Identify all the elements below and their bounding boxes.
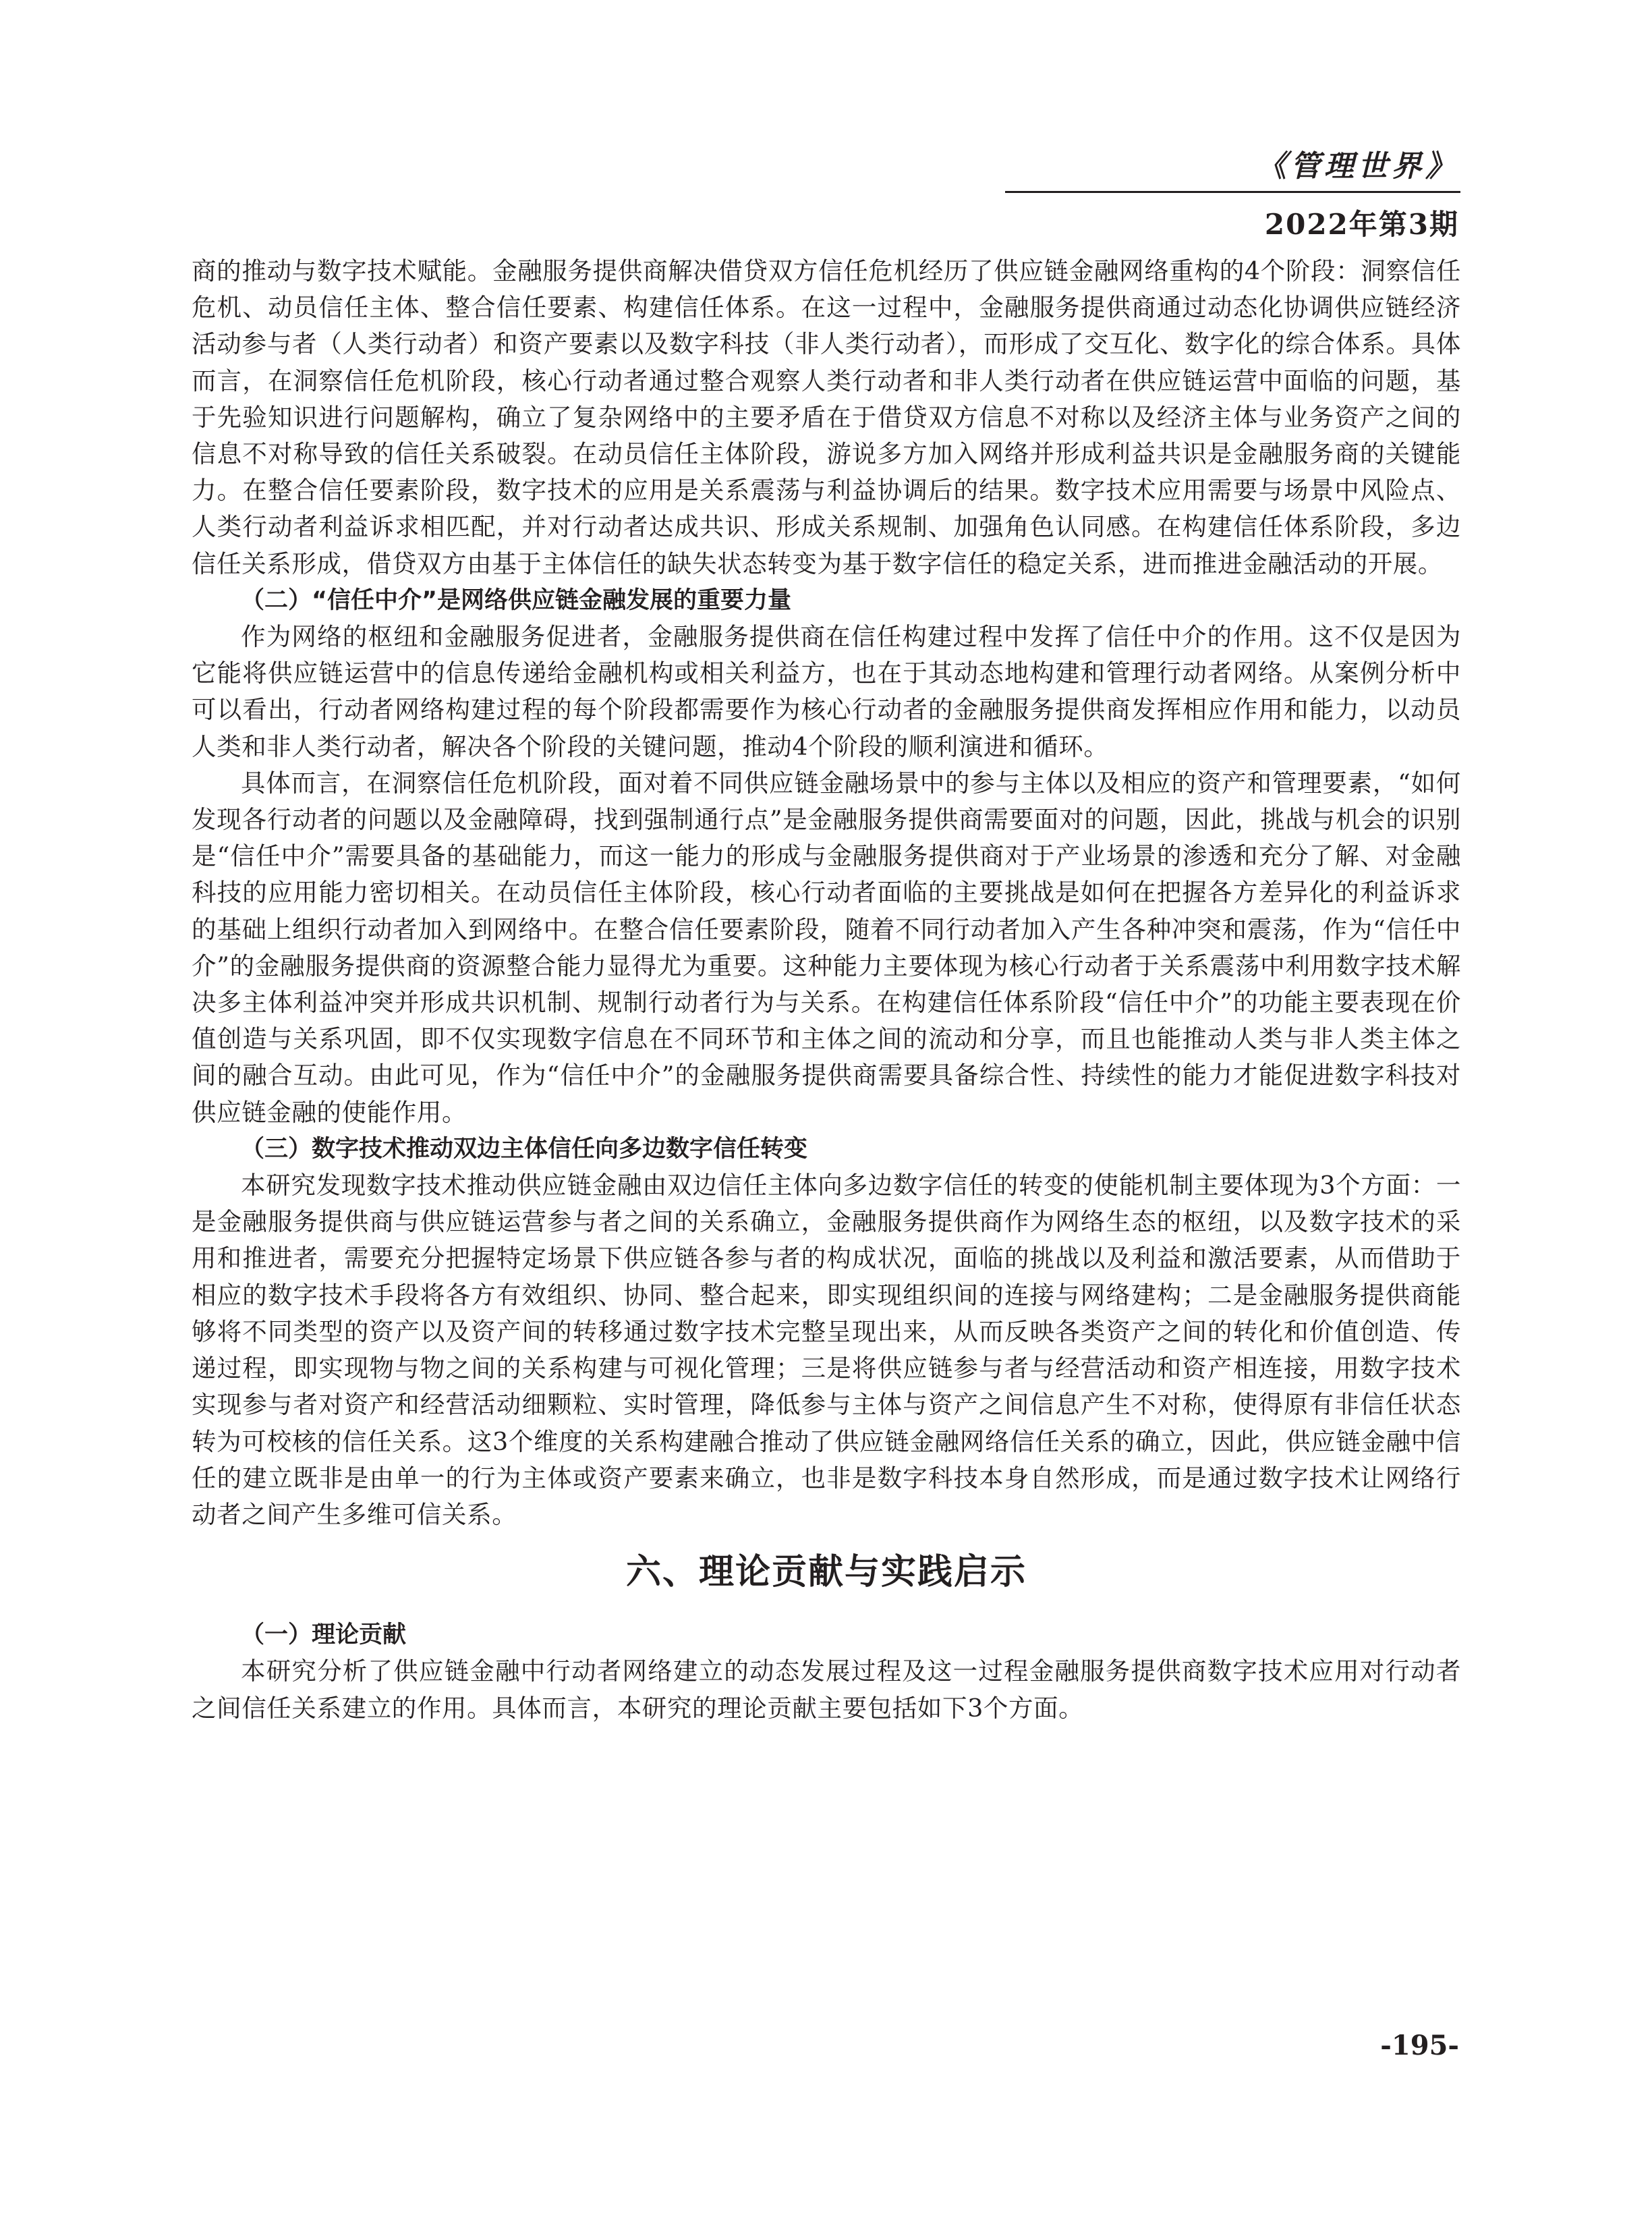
issue-line: 2022年第3期	[1264, 208, 1459, 241]
paragraph: 具体而言，在洞察信任危机阶段，面对着不同供应链金融场景中的参与主体以及相应的资产和管理要素，“如何发现各行动者的问题以及金融障碍，找到强制通行点”是金融服务提供商需要面对的问题，因此，挑战与机会的识别是“信任中介”需要具备的基础能力，而这一能力的形成与金融服务提供商对于产业场景的渗透和充分了解、对金融科技的应用能力密切相关。在动员信任主体阶段，核心行动者面临的主要挑战是如何在把握各方差异化的利益诉求的基础上组织行动者加入到网络中。在整合信任要素阶段，随着不同行动者加入产生各种冲突和震荡，作为“信任中介”的金融服务提供商的资源整合能力显得尤为重要。这种能力主要体现为核心行动者于关系震荡中利用数字技术解决多主体利益冲突并形成共识机制、规制行动者行为与关系。在构建信任体系阶段“信任中介”的功能主要表现在价值创造与关系巩固，即不仅实现数字信息在不同环节和主体之间的流动和分享，而且也能推动人类与非人类主体之间的融合互动。由此可见，作为“信任中介”的金融服务提供商需要具备综合性、持续性的能力才能促进数字科技对供应链金融的使能作用。	[192, 768, 1461, 1127]
paragraph: 本研究分析了供应链金融中行动者网络建立的动态发展过程及这一过程金融服务提供商数字技术应用对行动者之间信任关系建立的作用。具体而言，本研究的理论贡献主要包括如下3个方面。	[192, 1657, 1461, 1723]
paragraph: 作为网络的枢纽和金融服务促进者，金融服务提供商在信任构建过程中发挥了信任中介的作用。这不仅是因为它能将供应链运营中的信息传递给金融机构或相关利益方，也在于其动态地构建和管理行动者网络。从案例分析中可以看出，行动者网络构建过程的每个阶段都需要作为核心行动者的金融服务提供商发挥相应作用和能力，以动员人类和非人类行动者，解决各个阶段的关键问题，推动4个阶段的顺利演进和循环。	[192, 622, 1461, 761]
paragraph: 本研究发现数字技术推动供应链金融由双边信任主体向多边数字信任的转变的使能机制主要体现为3个方面：一是金融服务提供商与供应链运营参与者之间的关系确立，金融服务提供商作为网络生态的枢纽，以及数字技术的采用和推进者，需要充分把握特定场景下供应链各参与者的构成状况，面临的挑战以及利益和激活要素，从而借助于相应的数字技术手段将各方有效组织、协同、整合起来，即实现组织间的连接与网络建构；二是金融服务提供商能够将不同类型的资产以及资产间的转移通过数字技术完整呈现出来，从而反映各类资产之间的转化和价值创造、传递过程，即实现物与物之间的关系构建与可视化管理；三是将供应链参与者与经营活动和资产相连接，用数字技术实现参与者对资产和经营活动细颗粒、实时管理，降低参与主体与资产之间信息产生不对称，使得原有非信任状态转为可校核的信任关系。这3个维度的关系构建融合推动了供应链金融网络信任关系的确立，因此，供应链金融中信任的建立既非是由单一的行为主体或资产要素来确立，也非是数字科技本身自然形成，而是通过数字技术让网络行动者之间产生多维可信关系。	[192, 1171, 1461, 1529]
subsection-heading-two: （二）“信任中介”是网络供应链金融发展的重要力量	[241, 586, 792, 614]
journal-name: 《管理世界》	[1257, 149, 1459, 184]
page-number: -195-	[1380, 2030, 1459, 2061]
subsection-heading-one: （一）理论贡献	[241, 1621, 407, 1649]
subsection-heading-three: （三）数字技术推动双边主体信任向多边数字信任转变	[241, 1135, 808, 1163]
paragraph-continued: 商的推动与数字技术赋能。金融服务提供商解决借贷双方信任危机经历了供应链金融网络重构的4个阶段：洞察信任危机、动员信任主体、整合信任要素、构建信任体系。在这一过程中，金融服务提供商通过动态化协调供应链经济活动参与者（人类行动者）和资产要素以及数字科技（非人类行动者），而形成了交互化、数字化的综合体系。具体而言，在洞察信任危机阶段，核心行动者通过整合观察人类行动者和非人类行动者在供应链运营中面临的问题，基于先验知识进行问题解构，确立了复杂网络中的主要矛盾在于借贷双方信息不对称以及经济主体与业务资产之间的信息不对称导致的信任关系破裂。在动员信任主体阶段，游说多方加入网络并形成利益共识是金融服务商的关键能力。在整合信任要素阶段，数字技术的应用是关系震荡与利益协调后的结果。数字技术应用需要与场景中风险点、人类行动者利益诉求相匹配，并对行动者达成共识、形成关系规制、加强角色认同感。在构建信任体系阶段，多边信任关系形成，借贷双方由基于主体信任的缺失状态转变为基于数字信任的稳定关系，进而推进金融活动的开展。	[192, 256, 1461, 578]
body-text	[192, 253, 1461, 1727]
section-heading: 六、理论贡献与实践启示	[625, 1552, 1027, 1593]
header-rule	[1005, 191, 1460, 193]
